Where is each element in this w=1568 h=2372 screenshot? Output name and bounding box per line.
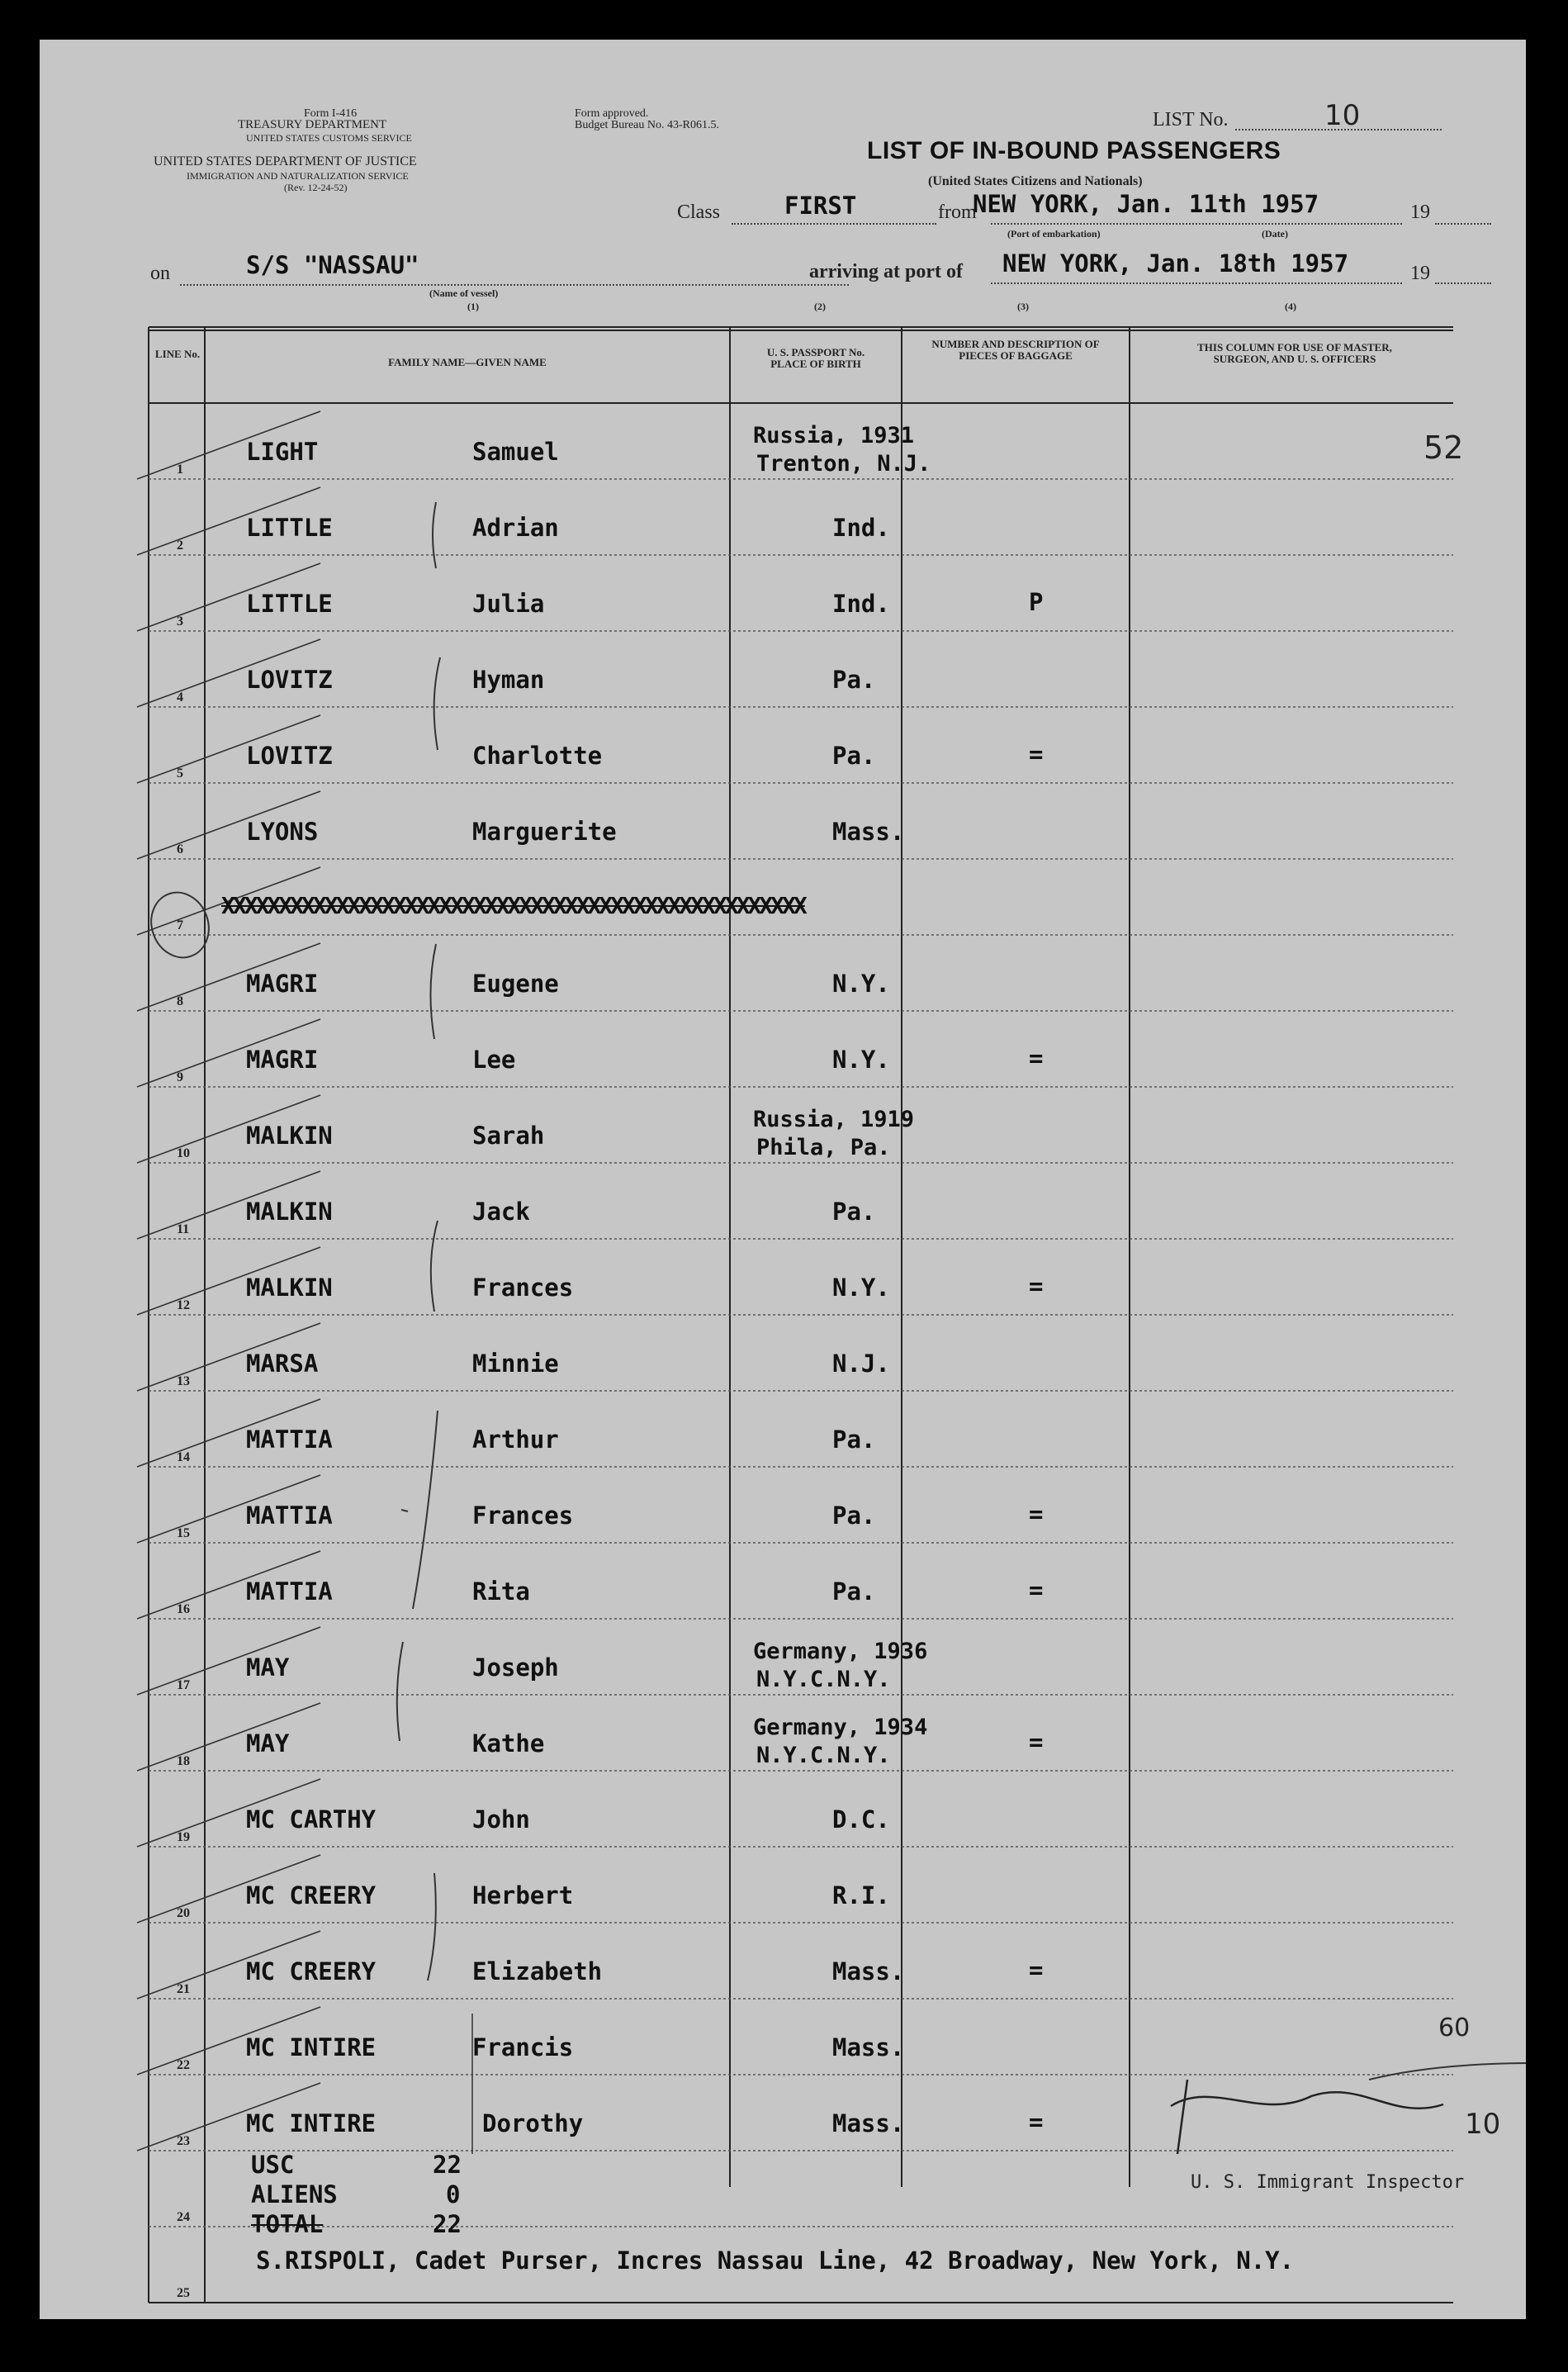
row-line-number: 4 [177, 690, 183, 704]
row-line-number: 10 [177, 1146, 190, 1160]
on-label: on [150, 263, 170, 284]
date-caption: (Date) [1262, 228, 1288, 240]
row-line-number: 17 [177, 1678, 190, 1692]
family-name: MAY [246, 1653, 290, 1682]
place-of-birth: N.Y. [832, 970, 890, 998]
row-line-number: 6 [177, 842, 183, 856]
family-name: MATTIA [246, 1426, 333, 1454]
approved-label: Form approved. [575, 107, 649, 120]
manifest-sheet [40, 40, 1526, 2319]
annotation-mid: 10 [1465, 2108, 1501, 2141]
row-line-number: 13 [177, 1374, 190, 1388]
row-line-number: 21 [177, 1982, 190, 1996]
family-name: LITTLE [246, 514, 333, 542]
page-subtitle: (United States Citizens and Nationals) [928, 174, 1143, 188]
place-of-birth: N.Y. [832, 1046, 890, 1074]
side-number: 52 [1424, 429, 1464, 466]
given-name: Eugene [472, 970, 559, 998]
family-name: MC CREERY [246, 1957, 377, 1985]
given-name: Frances [472, 1274, 574, 1302]
place-of-birth: Phila, Pa. [756, 1135, 891, 1160]
given-name: Dorothy [482, 2109, 584, 2137]
place-of-birth: D.C. [832, 1805, 890, 1834]
given-name: Julia [472, 590, 545, 618]
class-rule [732, 223, 936, 225]
given-name: Marguerite [472, 818, 617, 846]
baggage: = [1029, 1576, 1044, 1604]
row-line-number: 15 [177, 1526, 190, 1540]
family-name: LYONS [246, 818, 319, 846]
arriving-value: NEW YORK, Jan. 18th 1957 [1002, 249, 1349, 278]
aliens-value: 0 [446, 2180, 461, 2208]
row-line-number: 2 [177, 538, 183, 553]
row-line-number: 3 [177, 614, 183, 629]
row-line-number: 18 [177, 1754, 190, 1768]
place-of-birth: R.I. [832, 1881, 890, 1909]
given-name: Francis [472, 2033, 574, 2061]
checkmark-slash [137, 1627, 320, 1695]
place-of-birth: Pa. [832, 666, 876, 694]
customs-label: UNITED STATES CUSTOMS SERVICE [246, 132, 412, 144]
budget-label: Budget Bureau No. 43-R061.5. [575, 119, 719, 131]
year-label: 19 [1410, 202, 1430, 223]
family-name: MATTIA [246, 1577, 333, 1606]
family-name: MALKIN [246, 1274, 333, 1302]
family-name: LOVITZ [246, 742, 333, 770]
from-rule [991, 223, 1402, 225]
port-caption: (Port of embarkation) [1007, 228, 1101, 240]
ins-label: IMMIGRATION AND NATURALIZATION SERVICE [187, 170, 409, 182]
place-of-birth: Pa. [832, 1426, 876, 1454]
place-of-birth-1: Germany, 1934 [753, 1715, 928, 1740]
family-name: LOVITZ [246, 666, 333, 694]
given-name: Hyman [472, 666, 545, 694]
given-name: Lee [472, 1046, 516, 1074]
place-of-birth: Pa. [832, 1577, 876, 1606]
header-officers: THIS COLUMN FOR USE OF MASTER, SURGEON, AND U. S. OFFICERS [1197, 341, 1392, 365]
row-line-number: 24 [177, 2210, 190, 2224]
place-of-birth: Pa. [832, 1198, 876, 1226]
row-line-number: 7 [177, 918, 183, 932]
row-line-number: 22 [177, 2058, 190, 2072]
given-name: Elizabeth [472, 1957, 603, 1985]
place-of-birth: N.J. [832, 1350, 890, 1378]
place-of-birth: Trenton, N.J. [756, 451, 931, 477]
purser-line: S.RISPOLI, Cadet Purser, Incres Nassau Line, 42 Broadway, New York, N.Y. [256, 2246, 1295, 2275]
given-name: Arthur [472, 1426, 559, 1454]
list-no: 10 [1324, 99, 1361, 132]
annotation-top: 60 [1438, 2014, 1471, 2042]
given-name: Adrian [472, 514, 559, 542]
treasury-label: TREASURY DEPARTMENT [238, 118, 387, 131]
vessel-caption: (Name of vessel) [429, 287, 499, 299]
from-label: from [938, 202, 977, 223]
family-name: LITTLE [246, 590, 333, 618]
row-line-number: 20 [177, 1906, 190, 1920]
baggage: = [1029, 2108, 1044, 2136]
place-of-birth: Mass. [832, 2033, 905, 2061]
row-line-number: 1 [177, 463, 183, 477]
family-name: MC INTIRE [246, 2033, 377, 2061]
row-line-number: 8 [177, 994, 183, 1008]
row-line-number: 25 [177, 2286, 190, 2300]
baggage: = [1029, 1044, 1044, 1072]
place-of-birth: Pa. [832, 1501, 876, 1530]
usc-label: USC [251, 2151, 295, 2179]
row-line-number: 11 [177, 1222, 190, 1236]
family-name: MALKIN [246, 1122, 333, 1150]
place-of-birth-1: Russia, 1931 [753, 423, 915, 448]
given-name: Rita [472, 1577, 530, 1606]
place-of-birth: Mass. [832, 1957, 905, 1985]
baggage: = [1029, 1728, 1044, 1756]
row-line-number: 12 [177, 1298, 190, 1312]
family-name: MC CREERY [246, 1881, 377, 1909]
year-rule [1435, 223, 1491, 225]
row-line-number: 19 [177, 1830, 190, 1844]
baggage: = [1029, 740, 1044, 768]
place-of-birth: Mass. [832, 2109, 905, 2137]
row-line-number: 16 [177, 1602, 190, 1616]
vessel-rule [180, 284, 849, 286]
place-of-birth: Pa. [832, 742, 876, 770]
header-name: FAMILY NAME—GIVEN NAME [388, 356, 547, 368]
row-line-number: 14 [177, 1450, 190, 1464]
checkmark-slash [137, 1703, 320, 1771]
col3-caption: (3) [1017, 301, 1029, 312]
col2-caption: (2) [814, 301, 826, 312]
arriving-label: arriving at port of [809, 261, 963, 282]
page-title: LIST OF IN-BOUND PASSENGERS [867, 137, 1281, 164]
given-name: Jack [472, 1198, 530, 1226]
given-name: Samuel [472, 438, 559, 466]
header-baggage: NUMBER AND DESCRIPTION OF PIECES OF BAGGAGE [931, 338, 1100, 362]
family-name: MAGRI [246, 970, 319, 998]
given-name: Minnie [472, 1350, 559, 1378]
given-name: John [472, 1805, 530, 1834]
place-of-birth-1: Germany, 1936 [753, 1639, 928, 1664]
place-of-birth: Ind. [832, 590, 890, 618]
total-label: TOTAL [251, 2210, 324, 2238]
total-value: 22 [433, 2210, 462, 2238]
row-line-number: 9 [177, 1070, 183, 1084]
place-of-birth: Mass. [832, 818, 905, 846]
col4-caption: (4) [1285, 301, 1296, 312]
inspector-label: U. S. Immigrant Inspector [1191, 2172, 1465, 2193]
family-name: MAY [246, 1729, 290, 1758]
arriving-rule [991, 282, 1402, 284]
class-label: Class [677, 202, 721, 223]
revision-label: (Rev. 12-24-52) [284, 182, 348, 193]
aliens-label: ALIENS [251, 2180, 338, 2208]
vessel-name: S/S "NASSAU" [246, 251, 419, 279]
header-passport: U. S. PASSPORT No. PLACE OF BIRTH [766, 346, 865, 370]
place-of-birth: N.Y. [832, 1274, 890, 1302]
given-name: Kathe [472, 1729, 545, 1758]
given-name: Joseph [472, 1653, 559, 1682]
place-of-birth: N.Y.C.N.Y. [756, 1667, 891, 1692]
year-label-2: 19 [1410, 263, 1430, 284]
given-name: Herbert [472, 1881, 574, 1909]
place-of-birth-1: Russia, 1919 [753, 1107, 915, 1132]
col1-caption: (1) [467, 301, 479, 312]
usc-value: 22 [433, 2151, 462, 2179]
justice-label: UNITED STATES DEPARTMENT OF JUSTICE [154, 154, 417, 168]
given-name: Charlotte [472, 742, 603, 770]
form-id: Form I-416 [304, 107, 358, 120]
baggage: = [1029, 1272, 1044, 1300]
from-value: NEW YORK, Jan. 11th 1957 [973, 190, 1319, 218]
family-name: LIGHT [246, 438, 319, 466]
family-name: MAGRI [246, 1046, 319, 1074]
family-name: MATTIA [246, 1501, 333, 1530]
place-of-birth: Ind. [832, 514, 890, 542]
family-name: MC CARTHY [246, 1805, 377, 1834]
place-of-birth: N.Y.C.N.Y. [756, 1743, 891, 1768]
baggage: P [1029, 588, 1044, 616]
given-name: Sarah [472, 1122, 545, 1150]
baggage: = [1029, 1956, 1044, 1984]
family-name: MARSA [246, 1350, 319, 1378]
struck-row: XXXXXXXXXXXXXXXXXXXXXXXXXXXXXXXXXXXXXXXXXXXXXXXXXXX [221, 892, 805, 919]
list-no-label: LIST No. [1153, 109, 1229, 130]
row-line-number: 23 [177, 2134, 190, 2148]
year-rule-2 [1435, 282, 1491, 284]
class-value: FIRST [784, 192, 857, 220]
header-line-no: LINE No. [154, 348, 201, 360]
given-name: Frances [472, 1501, 574, 1530]
family-name: MC INTIRE [246, 2109, 377, 2137]
row-line-number: 5 [177, 766, 183, 780]
baggage: = [1029, 1500, 1044, 1528]
family-name: MALKIN [246, 1198, 333, 1226]
